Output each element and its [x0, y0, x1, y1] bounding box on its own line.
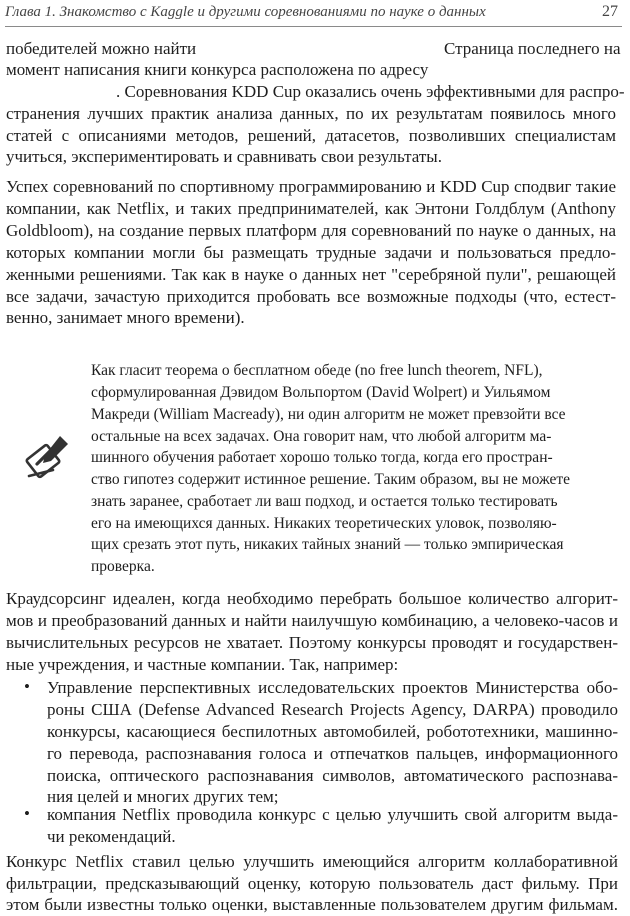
text-line: этом были известны только оценки, выставленные пользователем другим фильмам. — [6, 895, 618, 914]
list-item-line: компания Netflix проводила конкурс с целью улучшить свой алгоритм выда- — [47, 805, 618, 824]
text-line: женными решениями. Так как в науке о данных нет "серебряной пули", решающей — [6, 265, 616, 284]
note-line: сформулированная Дэвидом Вольпортом (David Wolpert) и Уильямом — [91, 384, 551, 401]
text-line: которых компании могли бы размещать трудные задачи и пользоваться предло- — [6, 243, 616, 262]
list-item-line: ния целей и многих других тем; — [47, 787, 279, 806]
text-line: странения лучших практик анализа данных, по их результатам появилось много — [6, 104, 616, 123]
note-line: шинного обучения работает хорошо только тогда, когда его простран- — [91, 449, 553, 466]
text-line: мов и преобразований данных и найти наилучшую комбинацию, а человеко-часов и — [6, 611, 618, 630]
text-line: победителей можно найти — [6, 39, 197, 58]
text-line: Успех соревнований по спортивному программированию и KDD Cup сподвиг такие — [6, 177, 616, 196]
note-line: Как гласит теорема о бесплатном обеде (no free lunch theorem, NFL), — [91, 362, 543, 379]
text-line: . Соревнования KDD Cup оказались очень эффективными для распро- — [116, 82, 625, 101]
list-item-line: го перевода, распознавания голоса и отпечатков пальцев, информационного — [47, 744, 618, 763]
text-line: компании, как Netflix, и таких предпринимателей, как Энтони Голдблум (Anthony — [6, 199, 616, 218]
note-line: остальные на всех задачах. Она говорит нам, что любой алгоритм ма- — [91, 428, 552, 445]
running-header — [5, 2, 622, 27]
note-line: проверка. — [91, 558, 155, 575]
note-line: щих срезать этот путь, никаких тайных знаний — только эмпирическая — [91, 536, 564, 553]
list-item-line: чи рекомендаций. — [47, 827, 176, 846]
note-line: его на имеющихся данных. Никаких теоретических уловок, позволяю- — [91, 515, 557, 532]
text-line: венно, занимает много времени). — [6, 308, 245, 327]
text-line: все задачи, зачастую приходится пробовать все возможные подходы (что, естест- — [6, 287, 616, 306]
list-item-line: роны США (Defense Advanced Research Projects Agency, DARPA) проводило — [47, 700, 618, 719]
text-line: вычислительных ресурсов не хватает. Поэтому конкурсы проводят и государствен- — [6, 633, 618, 652]
text-line: Краудсорсинг идеален, когда необходимо перебрать большое количество алгорит- — [6, 589, 618, 608]
text-line: статей с описаниями методов, решений, датасетов, позволивших специалистам — [6, 126, 616, 145]
text-line: учиться, экспериментировать и сравнивать свои результаты. — [6, 147, 442, 166]
text-line: Страница последнего на — [444, 39, 621, 58]
bullet-marker: • — [24, 804, 30, 823]
note-line: знать заранее, сработает ли ваш подход, и остается только тестировать — [91, 493, 558, 510]
list-item-line: конкурсы, касающиеся беспилотных автомобилей, робототехники, машинно- — [47, 722, 618, 741]
bullet-marker: • — [24, 677, 30, 696]
page-number: 27 — [602, 3, 618, 20]
chapter-title: Глава 1. Знакомство с Kaggle и другими соревнованиями по науке о данных — [5, 4, 486, 20]
text-line: ные учреждения, и частные компании. Так, например: — [6, 655, 399, 674]
text-line: фильтрации, предсказывающий оценку, которую пользователь даст фильму. При — [6, 874, 618, 893]
text-line: Goldbloom), на создание первых платформ для соревнований по науке о данных, на — [6, 221, 616, 240]
list-item-line: Управление перспективных исследовательских проектов Министерства обо- — [47, 678, 618, 697]
note-line: Макреди (William Macready), ни один алгоритм не может превзойти все — [91, 406, 566, 423]
text-line: момент написания книги конкурса расположена по адресу — [6, 60, 429, 79]
note-line: ство гипотез содержит истинное решение. Таким образом, вы не можете — [91, 471, 571, 488]
list-item-line: поиска, оптического распознавания символов, автоматического распознава- — [47, 766, 618, 785]
pencil-note-icon — [23, 430, 75, 482]
text-line: Конкурс Netflix ставил целью улучшить имеющийся алгоритм коллаборативной — [6, 852, 618, 871]
